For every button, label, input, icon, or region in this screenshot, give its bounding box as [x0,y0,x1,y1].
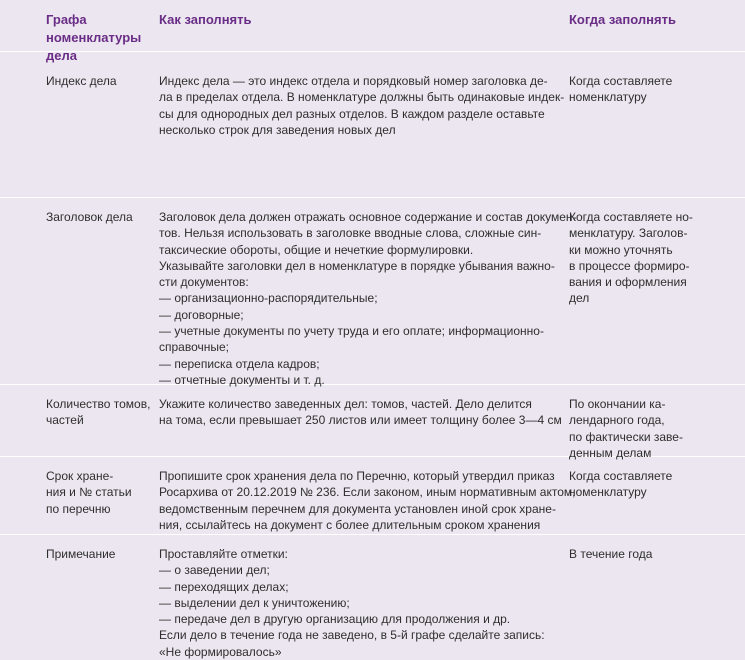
header-how-column [159,11,569,51]
table-row [0,385,745,460]
how-cell [159,546,569,657]
cell-text-line: несколько строк для заведения новых дел [159,122,396,137]
table-row [0,535,745,657]
cell-text-line: Проставляйте отметки: [159,547,288,561]
cell-text-line: в процессе формиро- [569,258,690,273]
how-cell [159,209,577,387]
cell-text-line: Росархива от 20.12.2019 № 236. Если законом, иным нормативным актом, [159,485,576,500]
table-row [0,198,745,385]
cell-text-line: — переходящих делах; [159,579,289,594]
cell-text-line: справочные; [159,340,230,355]
cell-text-line: Когда составляете но- [569,210,693,224]
cell-text-line: Пропишите срок хранения дела по Перечню, который утвердил приказ [159,469,555,483]
cell-text-line: По окончании ка- [569,397,666,411]
cell-text-line: лендарного года, [569,413,665,428]
cell-text-line: менклатуру. Заголов- [569,226,688,241]
cell-text-line: Количество томов, [46,397,151,411]
cell-text-line: — договорные; [159,307,244,322]
header-line: номенклатуры [46,30,142,45]
table-row [0,52,745,198]
cell-text-line: Индекс дела [46,74,117,88]
cell-text-line: — выделении дел к уничтожению; [159,595,350,610]
cell-text-line: Заголовок дела должен отражать основное содержание и состав докумен- [159,210,577,224]
how-cell [159,396,569,456]
cell-text-line: дел [569,291,590,306]
cell-text-line: — переписка отдела кадров; [159,356,320,371]
cell-text-line: вания и оформления [569,275,687,290]
cell-text-line: Срок хране- [46,469,114,483]
cell-text-line: — передаче дел в другую организацию для продолжения и др. [159,612,511,627]
header-line: Графа [46,12,87,27]
table-row [0,457,745,535]
cell-text-line: Указывайте заголовки дел в номенклатуре в порядке убывания важно- [159,258,555,273]
header-field-column [0,11,159,63]
when-cell [569,209,745,384]
table-header [0,0,745,63]
cell-text-line: на тома, если превышает 250 листов или имеет толщину более 3—4 см [159,413,562,428]
cell-text-line: тов. Нельзя использовать в заголовке вводные слова, сложные син- [159,226,542,241]
cell-text-line: Когда составляете [569,469,673,483]
header-line: Как заполнять [159,12,252,27]
field-cell [0,73,159,197]
cell-text-line: по перечню [46,501,111,516]
cell-text-line: Заголовок дела [46,210,133,224]
cell-text-line: ки можно уточнять [569,242,673,257]
cell-text-line: Когда составляете [569,74,673,88]
cell-text-line: денным делам [569,445,652,460]
cell-text-line: В течение года [569,547,653,561]
cell-text-line: ния, ссылайтесь на документ с более длительным сроком хранения [159,517,541,532]
how-cell [159,468,576,534]
when-cell [569,468,745,534]
how-cell [159,73,569,197]
field-cell [0,209,159,384]
cell-text-line: ведомственным перечнем для документа установлен иной срок хране- [159,501,556,516]
cell-text-line: Индекс дела — это индекс отдела и порядковый номер заголовка де- [159,74,548,88]
cell-text-line: частей [46,413,84,428]
cell-text-line: таксические обороты, общие и нечеткие формулировки. [159,242,474,257]
cell-text-line: Примечание [46,547,116,561]
field-cell [0,546,159,657]
cell-text-line: — отчетные документы и т. д. [159,372,325,387]
cell-text-line: — о заведении дел; [159,563,270,578]
field-cell [0,468,159,534]
cell-text-line: Укажите количество заведенных дел: томов, частей. Дело делится [159,397,532,411]
cell-text-line: по фактически заве- [569,429,683,444]
field-cell [0,396,159,456]
when-cell [569,73,745,197]
cell-text-line: ла в пределах отдела. В номенклатуре должны быть одинаковые индек- [159,90,565,105]
cell-text-line: сы для однородных дел разных отделов. В каждом разделе оставьте [159,106,545,121]
cell-text-line: «Не формировалось» [159,644,282,659]
cell-text-line: номенклатуру [569,90,647,105]
header-when-column [569,11,745,51]
when-cell [569,396,745,460]
cell-text-line: сти документов: [159,275,249,290]
cell-text-line: номенклатуру [569,485,647,500]
header-line: Когда заполнять [569,12,676,27]
cell-text-line: — организационно-распорядительные; [159,291,378,306]
header-line: дела [46,48,77,63]
when-cell [569,546,745,657]
cell-text-line: ния и № статьи [46,485,132,500]
cell-text-line: Если дело в течение года не заведено, в 5-й графе сделайте запись: [159,628,545,643]
cell-text-line: — учетные документы по учету труда и его оплате; информационно- [159,324,544,339]
